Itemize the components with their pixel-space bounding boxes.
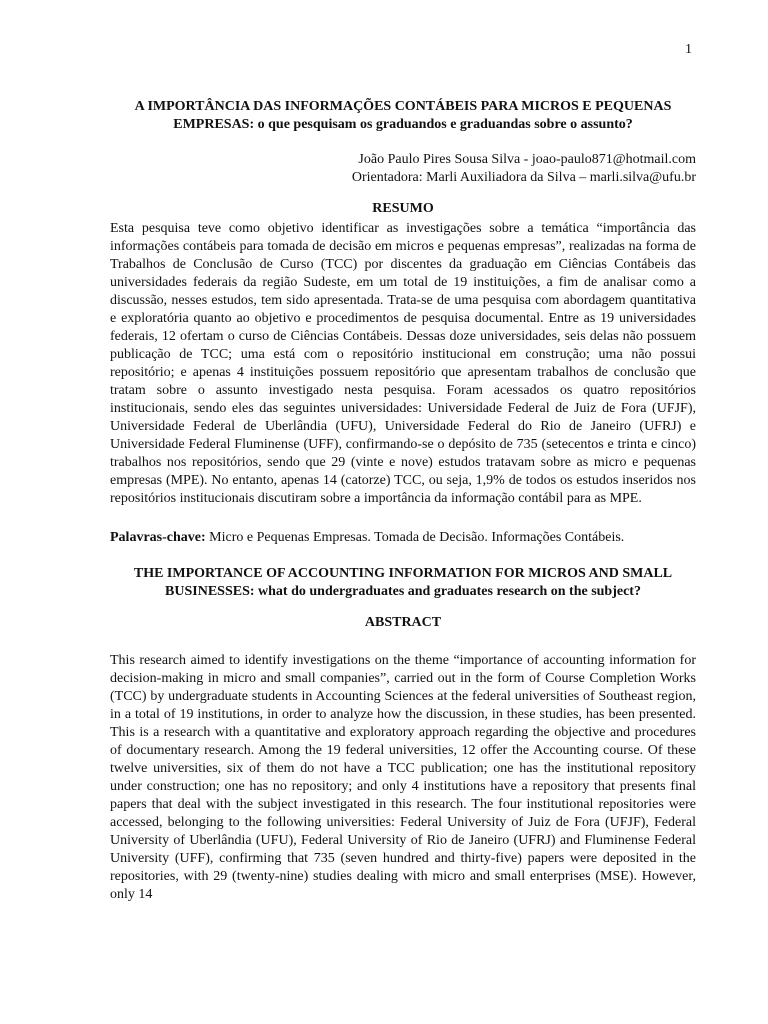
english-title-text: THE IMPORTANCE OF ACCOUNTING INFORMATION FOR MICROS AND SMALL BUSINESSES: what do undergraduates and graduates research on the subject? (133, 566, 673, 599)
resumo-heading: RESUMO (372, 201, 434, 216)
author-line: João Paulo Pires Sousa Silva - joao-paulo871@hotmail.com (358, 152, 696, 167)
abstract-text: This research aimed to identify investigations on the theme “importance of accounting information for decision-making in micro and small companies”, carried out in the form of Course Completion Works (TCC) by undergraduate students in Accounting Sciences at the federal universities of Southeast region, in a total of 19 institutions, in order to analyze how the discussion, in these studies, has been presented. This is a research with a quantitative and exploratory approach regarding the objective and procedures of documentary research. Among the 19 federal universities, 12 offer the Accounting course. Of these twelve universities, six of them do not have a TCC publication; one has the institutional repository under construction; one has no repository; and only 4 institutions have a repository that presents final papers that deal with the subject investigated in this research. The four institutional repositories were accessed, belonging to the following universities: Federal University of Juiz de Fora (UFJF), Federal University of Uberlândia (UFU), Federal University of Rio de Janeiro (UFRJ) and Fluminense Federal University (UFF), confirming that 735 (seven hundred and thirty-five) papers were deposited in the repositories, with 29 (twenty-nine) studies dealing with micro and small enterprises (MSE). However, only 14 (110, 653, 696, 902)
document-body (110, 98, 696, 904)
resumo-text: Esta pesquisa teve como objetivo identificar as investigações sobre a temática “importância das informações contábeis para tomada de decisão em micros e pequenas empresas”, realizadas na forma de Trabalhos de Conclusão de Curso (TCC) por discentes da graduação em Ciências Contábeis das universidades federais da região Sudeste, em um total de 19 instituições, a fim de analisar como a discussão, nesses estudos, tem sido apresentada. Trata-se de uma pesquisa com abordagem quantitativa e exploratória quanto ao objetivo e procedimentos de pesquisa documental. Entre as 19 universidades federais, 12 ofertam o curso de Ciências Contábeis. Dessas doze universidades, seis delas não possuem publicação de TCC; uma está com o repositório institucional em construção; uma não possui repositório; e apenas 4 instituições possuem repositório que apresentam trabalhos de conclusão que tratam sobre o assunto investigado nesta pesquisa. Foram acessados os quatro repositórios institucionais, sendo eles das seguintes universidades: Universidade Federal de Juiz de Fora (UFJF), Universidade Federal de Uberlândia (UFU), Universidade Federal do Rio de Janeiro (UFRJ) e Universidade Federal Fluminense (UFF), confirmando-se o depósito de 735 (setecentos e trinta e cinco) trabalhos nos repositórios, sendo que 29 (vinte e nove) estudos tratavam sobre as micro e pequenas empresas (MPE). No entanto, apenas 14 (catorze) TCC, ou seja, 1,9% de todos os estudos inseridos nos repositórios institucionais discutiram sobre a importância da informação contábil para as MPE. (110, 221, 696, 506)
title-bold: A IMPORTÂNCIA DAS INFORMAÇÕES CONTÁBEIS PARA MICROS E PEQUENAS EMPRESAS: (134, 99, 672, 132)
page-number: 1 (685, 42, 692, 57)
advisor-line: Orientadora: Marli Auxiliadora da Silva – marli.silva@ufu.br (351, 170, 696, 185)
keywords-text: Micro e Pequenas Empresas. Tomada de Decisão. Informações Contábeis. (205, 530, 625, 545)
title-subtitle: o que pesquisam os graduandos e graduandas sobre o assunto? (254, 117, 633, 132)
abstract-heading: ABSTRACT (364, 615, 442, 630)
authors-block (110, 151, 696, 187)
keywords (110, 529, 696, 547)
keywords-label: Palavras-chave: (110, 530, 206, 545)
english-title (110, 565, 696, 601)
page-title (110, 98, 696, 134)
